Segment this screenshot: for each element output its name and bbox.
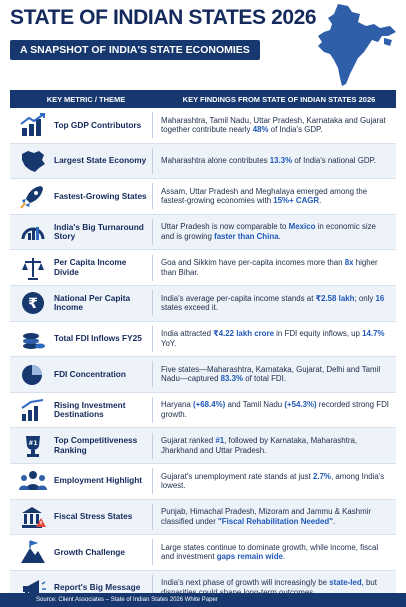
metric-label: India's Big Turnaround Story: [54, 221, 144, 242]
column-divider: [152, 112, 153, 138]
table-row: [10, 428, 396, 464]
svg-text:₹: ₹: [28, 296, 38, 313]
finding-segment: of India's GDP.: [268, 125, 323, 135]
metric-label: Top Competitiveness Ranking: [54, 435, 138, 455]
trophy-icon: [18, 432, 48, 460]
table-header: [10, 90, 396, 108]
finding-segment: and Tamil Nadu: [225, 400, 285, 410]
column-divider: [152, 397, 153, 423]
finding-highlight: gaps remain wide: [216, 552, 283, 562]
finding-text: [161, 187, 396, 206]
finding-highlight: (+54.3%): [284, 400, 317, 410]
metric-label: Largest State Economy: [54, 155, 147, 166]
table-row: [10, 108, 396, 144]
table-body: [10, 108, 396, 606]
finding-segment: , followed by Karnataka, Maharashtra, Jharkhand and Uttar Pradesh.: [161, 436, 358, 455]
table-row: [10, 215, 396, 251]
finding-segment: of total FDI.: [243, 374, 287, 384]
column-divider: [152, 468, 153, 494]
page-subtitle: A SNAPSHOT OF INDIA'S STATE ECONOMIES: [10, 40, 260, 60]
finding-highlight: #1: [215, 436, 225, 445]
metric-label: Report's Big Message: [54, 582, 141, 593]
table-row: [10, 464, 396, 500]
people-icon: [18, 467, 48, 495]
finding-segment: Maharashtra, Tamil Nadu, Uttar Pradesh, Karnataka and Gujarat together contribute nearly: [161, 115, 386, 135]
scales-icon: [18, 254, 48, 282]
finding-text: [161, 365, 396, 384]
finding-segment: ; only: [354, 293, 376, 303]
finding-segment: of India's national GDP.: [292, 156, 376, 166]
finding-text: [161, 543, 396, 562]
rocket-icon: [18, 182, 48, 210]
table-row: [10, 393, 396, 429]
column-divider: [152, 361, 153, 387]
finding-segment: .: [282, 552, 286, 562]
column-header-metric: KEY METRIC / THEME: [46, 94, 126, 104]
column-divider: [152, 326, 153, 352]
finding-text: [161, 507, 396, 526]
table-row: [10, 179, 396, 215]
table-row: [10, 535, 396, 571]
finding-segment: India's next phase of growth will increasingly be: [161, 578, 330, 588]
metric-label: Total FDI Inflows FY25: [54, 333, 142, 344]
finding-segment: .: [319, 196, 322, 206]
column-header-findings: KEY FINDINGS FROM STATE OF INDIAN STATES 2026: [182, 94, 376, 104]
finding-segment: Assam, Uttar Pradesh and Meghalaya emerged among the fastest-growing economies with: [161, 186, 368, 206]
metric-label: National Per Capita Income: [54, 292, 131, 313]
finding-highlight: 15%+ CAGR: [273, 196, 320, 206]
finding-text: [161, 400, 396, 419]
finding-highlight: 13.3%: [269, 156, 293, 166]
table-row: [10, 286, 396, 322]
table-row: [10, 250, 396, 286]
column-divider: [152, 504, 153, 530]
finding-highlight: 16: [375, 293, 385, 303]
page-title: STATE OF INDIAN STATES 2026: [10, 6, 317, 29]
rising-bars-icon: [18, 396, 48, 424]
bar-growth-icon: [18, 111, 48, 139]
finding-highlight: state-led: [329, 578, 362, 588]
column-divider: [152, 148, 153, 174]
finding-highlight: 2.7%: [312, 471, 331, 481]
finding-highlight: ₹2.58 lakh: [315, 293, 355, 303]
finding-text: [161, 294, 396, 313]
metric-label: Fastest-Growing States: [54, 190, 147, 201]
finding-segment: higher than Bihar.: [161, 258, 378, 277]
finding-segment: YoY.: [161, 338, 177, 348]
finding-text: [161, 258, 396, 277]
finding-segment: India's average per-capita income stands at: [161, 293, 316, 303]
finding-text: [161, 116, 396, 135]
column-divider: [152, 290, 153, 316]
finding-segment: Uttar Pradesh is now comparable to: [161, 222, 289, 232]
table-row: [10, 322, 396, 358]
metric-label: Employment Highlight: [54, 475, 143, 486]
india-map-icon: [308, 2, 400, 88]
column-divider: [152, 539, 153, 565]
table-row: [10, 500, 396, 536]
pie-chart-icon: [18, 360, 48, 388]
findings-table: [10, 90, 396, 606]
finding-highlight: 48%: [252, 125, 269, 135]
finding-highlight: ₹4.22 lakh crore: [213, 329, 274, 339]
svg-text:#1: #1: [28, 439, 38, 447]
finding-highlight: "Fiscal Rehabilitation Needed": [218, 516, 333, 526]
bank-alert-icon: [18, 503, 48, 531]
finding-segment: Large states continue to dominate growth, while income, fiscal and investment: [161, 542, 379, 562]
finding-segment: .: [278, 232, 281, 242]
rupee-icon: [18, 289, 48, 317]
finding-segment: Gujarat's unemployment rate stands at just: [161, 471, 313, 481]
coin-stack-icon: [18, 325, 48, 353]
source-footer: Source: Client Associates – State of Indian States 2026 White Paper: [0, 593, 406, 607]
finding-highlight: faster than China: [214, 232, 279, 242]
finding-segment: Gujarat ranked: [161, 436, 216, 445]
column-divider: [152, 219, 153, 245]
finding-segment: , but: [361, 578, 377, 588]
finding-segment: in FDI equity inflows, up: [273, 329, 363, 339]
table-row: [10, 357, 396, 393]
metric-label: Rising Investment Destinations: [54, 399, 126, 420]
metric-label: FDI Concentration: [54, 368, 126, 379]
metric-label: Top GDP Contributors: [54, 119, 142, 130]
finding-highlight: 14.7%: [362, 329, 385, 339]
finding-highlight: (+68.4%): [193, 400, 226, 410]
finding-segment: Maharashtra alone contributes: [161, 156, 270, 166]
turnaround-gauge-icon: [18, 218, 48, 246]
table-row: [10, 144, 396, 180]
header: [0, 0, 406, 88]
finding-segment: India attracted: [161, 329, 214, 339]
finding-text: [161, 329, 396, 348]
metric-label: Fiscal Stress States: [54, 511, 133, 522]
state-map-icon: [18, 147, 48, 175]
finding-text: [161, 222, 396, 241]
metric-label: Growth Challenge: [54, 546, 125, 557]
finding-text: [161, 436, 396, 455]
finding-highlight: 8x: [344, 258, 354, 268]
finding-segment: Goa and Sikkim have per-capita incomes more than: [161, 258, 345, 268]
finding-segment: , among India's lowest.: [161, 471, 385, 491]
finding-segment: recorded strong FDI growth.: [161, 400, 389, 420]
finding-text: [161, 472, 396, 491]
finding-segment: .: [332, 516, 336, 526]
finding-highlight: 83.3%: [220, 374, 244, 384]
finding-segment: Five states—Maharashtra, Karnataka, Gujarat, Delhi and Tamil Nadu—captured: [161, 364, 381, 384]
column-divider: [152, 433, 153, 459]
finding-segment: Punjab, Himachal Pradesh, Mizoram and Jammu & Kashmir classified under: [161, 507, 372, 526]
mountain-flag-icon: [18, 538, 48, 566]
column-divider: [152, 255, 153, 281]
metric-label: Per Capita Income Divide: [54, 257, 127, 277]
finding-text: [161, 156, 396, 166]
finding-highlight: Mexico: [288, 222, 316, 232]
finding-segment: states exceed it.: [161, 303, 219, 313]
finding-segment: Haryana: [161, 400, 194, 410]
column-divider: [152, 183, 153, 209]
finding-segment: in economic size and is growing: [161, 222, 376, 242]
